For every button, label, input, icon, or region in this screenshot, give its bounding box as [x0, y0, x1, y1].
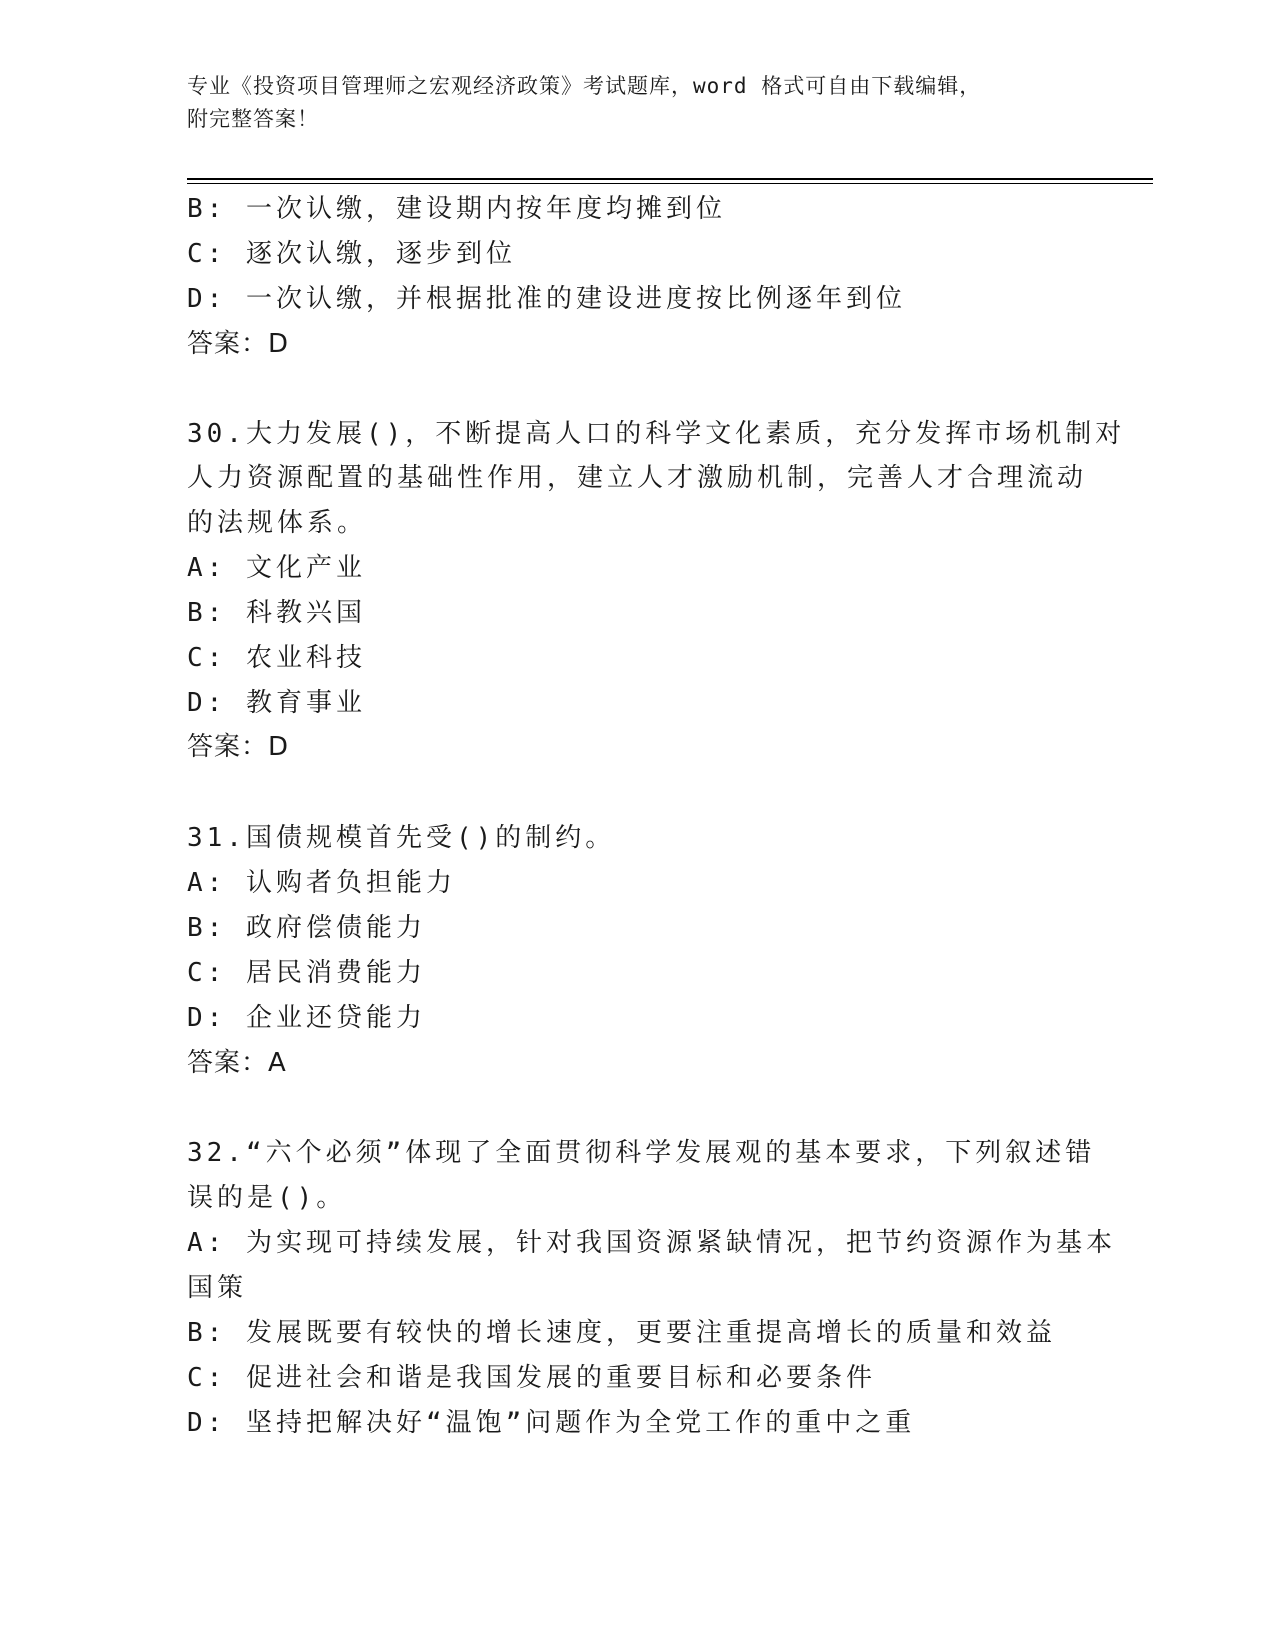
page-header [187, 70, 1087, 136]
q31-option-d: D: 企业还贷能力 [187, 1003, 426, 1033]
q32-option-c: C: 促进社会和谐是我国发展的重要目标和必要条件 [187, 1363, 876, 1393]
q32-stem-line-2: 误的是()。 [187, 1183, 347, 1213]
q30-option-a: A: 文化产业 [187, 553, 366, 583]
q32-option-a-line-2: 国策 [187, 1273, 248, 1303]
prev-option-c: C: 逐次认缴，逐步到位 [187, 239, 516, 269]
header-line-1: 专业《投资项目管理师之宏观经济政策》考试题库，word 格式可自由下载编辑， [187, 74, 982, 98]
q31-stem-line-1: 31.国债规模首先受()的制约。 [187, 823, 616, 853]
q32-stem-line-1: 32.“六个必须”体现了全面贯彻科学发展观的基本要求，下列叙述错 [187, 1138, 1096, 1168]
prev-answer: 答案：D [187, 329, 290, 359]
q30-answer: 答案：D [187, 732, 290, 762]
q30-stem-line-2: 人力资源配置的基础性作用，建立人才激励机制，完善人才合理流动 [187, 463, 1088, 493]
q30-option-c: C: 农业科技 [187, 643, 366, 673]
header-rule-thin [187, 183, 1153, 184]
header-rule-thick [187, 178, 1153, 180]
q30-option-b: B: 科教兴国 [187, 598, 366, 628]
q32-option-b: B: 发展既要有较快的增长速度，更要注重提高增长的质量和效益 [187, 1318, 1056, 1348]
q30-option-d: D: 教育事业 [187, 688, 366, 718]
header-line-2: 附完整答案！ [187, 107, 319, 131]
q32-option-d: D: 坚持把解决好“温饱”问题作为全党工作的重中之重 [187, 1408, 916, 1438]
prev-option-d: D: 一次认缴，并根据批准的建设进度按比例逐年到位 [187, 284, 906, 314]
q31-option-a: A: 认购者负担能力 [187, 868, 456, 898]
q30-stem-line-1: 30.大力发展()，不断提高人口的科学文化素质，充分发挥市场机制对 [187, 419, 1126, 449]
q31-answer: 答案：A [187, 1048, 287, 1078]
prev-option-b: B: 一次认缴，建设期内按年度均摊到位 [187, 194, 726, 224]
q31-option-b: B: 政府偿债能力 [187, 913, 426, 943]
q30-stem-line-3: 的法规体系。 [187, 508, 368, 538]
q32-option-a-line-1: A: 为实现可持续发展，针对我国资源紧缺情况，把节约资源作为基本 [187, 1228, 1116, 1258]
q31-option-c: C: 居民消费能力 [187, 958, 426, 988]
